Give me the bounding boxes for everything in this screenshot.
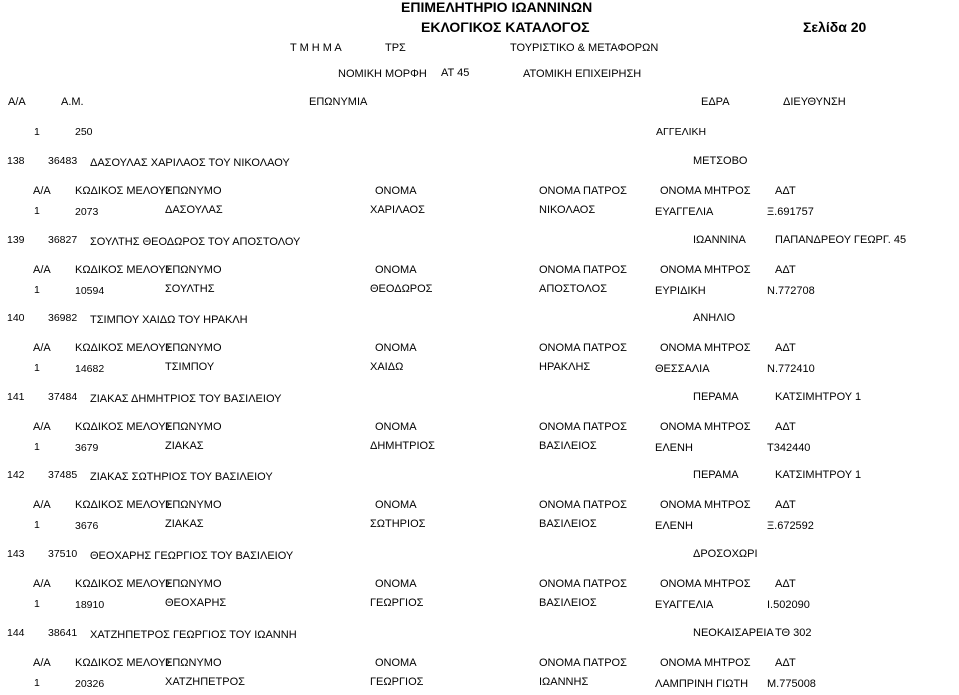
sub-header-code: ΚΩΔΙΚΟΣ ΜΕΛΟΥΣ [75, 499, 173, 511]
organization-title: ΕΠΙΜΕΛΗΤΗΡΙΟ ΙΩΑΝΝΙΝΩΝ [401, 0, 593, 15]
member-surname: ΖΙΑΚΑΣ [165, 518, 204, 530]
sub-header-code: ΚΩΔΙΚΟΣ ΜΕΛΟΥΣ [75, 657, 173, 669]
member-code: 10594 [75, 285, 105, 297]
business-name: ΤΣΙΜΠΟΥ ΧΑΙΔΩ ΤΟΥ ΗΡΑΚΛΗ [90, 314, 248, 326]
legal-form-label: ΝΟΜΙΚΗ ΜΟΡΦΗ [338, 68, 427, 80]
sub-header-surname: ΕΠΩΝΥΜΟ [165, 578, 222, 590]
member-id-number: Ν.772410 [767, 363, 815, 375]
member-code: 3679 [75, 442, 99, 454]
section-code: ΤΡΣ [385, 42, 406, 54]
sub-header-code: ΚΩΔΙΚΟΣ ΜΕΛΟΥΣ [75, 421, 173, 433]
member-mother-name: ΕΥΑΓΓΕΛΙΑ [655, 599, 714, 611]
member-code: 20326 [75, 678, 105, 690]
business-name: ΖΙΑΚΑΣ ΔΗΜΗΤΡΙΟΣ ΤΟΥ ΒΑΣΙΛΕΙΟΥ [90, 393, 282, 405]
member-id-number: Ν.772708 [767, 285, 815, 297]
member-surname: ΧΑΤΖΗΠΕΤΡΟΣ [165, 676, 245, 688]
member-father-name: ΑΠΟΣΤΟΛΟΣ [539, 283, 607, 295]
member-father-name: ΒΑΣΙΛΕΙΟΣ [539, 518, 597, 530]
sub-header-father: ΟΝΟΜΑ ΠΑΤΡΟΣ [539, 657, 627, 669]
member-first-name: ΣΩΤΗΡΙΟΣ [370, 518, 426, 530]
member-first-name: ΧΑΙΔΩ [370, 361, 404, 373]
member-aa: 1 [34, 598, 40, 610]
sub-header-id: ΑΔΤ [775, 185, 796, 197]
page-number: Σελίδα 20 [803, 19, 867, 35]
sub-header-first: ΟΝΟΜΑ [375, 264, 417, 276]
member-first-name: ΓΕΩΡΓΙΟΣ [370, 597, 424, 609]
sub-header-first: ΟΝΟΜΑ [375, 578, 417, 590]
sub-header-code: ΚΩΔΙΚΟΣ ΜΕΛΟΥΣ [75, 342, 173, 354]
sub-header-mother: ΟΝΟΜΑ ΜΗΤΡΟΣ [660, 342, 751, 354]
business-seat: ΙΩΑΝΝΙΝΑ [693, 234, 746, 246]
business-address: ΚΑΤΣΙΜΗΤΡΟΥ 1 [775, 391, 862, 403]
member-am: 36827 [48, 234, 78, 246]
sub-header-surname: ΕΠΩΝΥΜΟ [165, 342, 222, 354]
sub-header-aa: Α/Α [33, 264, 51, 276]
business-seat: ΠΕΡΑΜΑ [693, 469, 739, 481]
member-aa: 1 [34, 677, 40, 689]
member-surname: ΖΙΑΚΑΣ [165, 440, 204, 452]
sub-header-aa: Α/Α [33, 342, 51, 354]
report-title: ΕΚΛΟΓΙΚΟΣ ΚΑΤΑΛΟΓΟΣ [421, 19, 590, 35]
sub-header-first: ΟΝΟΜΑ [375, 185, 417, 197]
member-code: 14682 [75, 363, 105, 375]
sub-header-first: ΟΝΟΜΑ [375, 342, 417, 354]
member-am: 36483 [48, 155, 78, 167]
carry-count: 250 [75, 126, 93, 138]
column-header-address: ΔΙΕΥΘΥΝΣΗ [783, 96, 846, 108]
sub-header-first: ΟΝΟΜΑ [375, 499, 417, 511]
column-header-am: Α.Μ. [61, 96, 84, 108]
sub-header-father: ΟΝΟΜΑ ΠΑΤΡΟΣ [539, 499, 627, 511]
member-aa: 1 [34, 519, 40, 531]
sub-header-code: ΚΩΔΙΚΟΣ ΜΕΛΟΥΣ [75, 185, 173, 197]
business-name: ΔΑΣΟΥΛΑΣ ΧΑΡΙΛΑΟΣ ΤΟΥ ΝΙΚΟΛΑΟΥ [90, 157, 290, 169]
section-label: Τ Μ Η Μ Α [290, 42, 342, 54]
member-am: 36982 [48, 312, 78, 324]
member-first-name: ΔΗΜΗΤΡΙΟΣ [370, 440, 435, 452]
sub-header-first: ΟΝΟΜΑ [375, 657, 417, 669]
member-mother-name: ΕΥΑΓΓΕΛΙΑ [655, 206, 714, 218]
member-mother-name: ΕΥΡΙΔΙΚΗ [655, 285, 706, 297]
member-father-name: ΒΑΣΙΛΕΙΟΣ [539, 597, 597, 609]
sub-header-first: ΟΝΟΜΑ [375, 421, 417, 433]
member-code: 18910 [75, 599, 105, 611]
member-surname: ΤΣΙΜΠΟΥ [165, 361, 215, 373]
carry-seat: ΑΓΓΕΛΙΚΗ [656, 126, 707, 138]
sub-header-surname: ΕΠΩΝΥΜΟ [165, 185, 222, 197]
business-seat: ΠΕΡΑΜΑ [693, 391, 739, 403]
member-id-number: Ι.502090 [767, 599, 810, 611]
column-header-seat: ΕΔΡΑ [701, 96, 730, 108]
business-name: ΘΕΟΧΑΡΗΣ ΓΕΩΡΓΙΟΣ ΤΟΥ ΒΑΣΙΛΕΙΟΥ [90, 550, 294, 562]
member-am: 38641 [48, 627, 78, 639]
sub-header-mother: ΟΝΟΜΑ ΜΗΤΡΟΣ [660, 421, 751, 433]
sub-header-id: ΑΔΤ [775, 342, 796, 354]
sub-header-aa: Α/Α [33, 657, 51, 669]
business-address: ΠΑΠΑΝΔΡΕΟΥ ΓΕΩΡΓ. 45 [775, 234, 907, 246]
record-number: 140 [7, 312, 25, 324]
member-code: 3676 [75, 520, 99, 532]
sub-header-aa: Α/Α [33, 421, 51, 433]
sub-header-id: ΑΔΤ [775, 578, 796, 590]
member-aa: 1 [34, 362, 40, 374]
record-number: 138 [7, 155, 25, 167]
member-id-number: Τ342440 [767, 442, 811, 454]
column-header-name: ΕΠΩΝΥΜΙΑ [309, 96, 368, 108]
sub-header-aa: Α/Α [33, 578, 51, 590]
member-surname: ΘΕΟΧΑΡΗΣ [165, 597, 227, 609]
member-am: 37510 [48, 548, 78, 560]
sub-header-code: ΚΩΔΙΚΟΣ ΜΕΛΟΥΣ [75, 578, 173, 590]
member-first-name: ΘΕΟΔΩΡΟΣ [370, 283, 433, 295]
record-number: 143 [7, 548, 25, 560]
member-first-name: ΓΕΩΡΓΙΟΣ [370, 676, 424, 688]
member-id-number: Μ.775008 [767, 678, 816, 690]
business-name: ΣΟΥΛΤΗΣ ΘΕΟΔΩΡΟΣ ΤΟΥ ΑΠΟΣΤΟΛΟΥ [90, 236, 301, 248]
member-aa: 1 [34, 284, 40, 296]
sub-header-aa: Α/Α [33, 185, 51, 197]
legal-form-name: ΑΤΟΜΙΚΗ ΕΠΙΧΕΙΡΗΣΗ [523, 68, 642, 80]
sub-header-mother: ΟΝΟΜΑ ΜΗΤΡΟΣ [660, 578, 751, 590]
sub-header-father: ΟΝΟΜΑ ΠΑΤΡΟΣ [539, 342, 627, 354]
business-address: ΤΘ 302 [775, 627, 812, 639]
sub-header-mother: ΟΝΟΜΑ ΜΗΤΡΟΣ [660, 657, 751, 669]
sub-header-father: ΟΝΟΜΑ ΠΑΤΡΟΣ [539, 421, 627, 433]
sub-header-id: ΑΔΤ [775, 499, 796, 511]
member-am: 37485 [48, 469, 78, 481]
section-name: ΤΟΥΡΙΣΤΙΚΟ & ΜΕΤΑΦΟΡΩΝ [510, 42, 659, 54]
record-number: 142 [7, 469, 25, 481]
sub-header-father: ΟΝΟΜΑ ΠΑΤΡΟΣ [539, 185, 627, 197]
sub-header-mother: ΟΝΟΜΑ ΜΗΤΡΟΣ [660, 264, 751, 276]
member-surname: ΣΟΥΛΤΗΣ [165, 283, 215, 295]
sub-header-surname: ΕΠΩΝΥΜΟ [165, 264, 222, 276]
business-address: ΚΑΤΣΙΜΗΤΡΟΥ 1 [775, 469, 862, 481]
legal-form-code: ΑΤ 45 [441, 67, 470, 79]
record-number: 144 [7, 627, 25, 639]
sub-header-surname: ΕΠΩΝΥΜΟ [165, 657, 222, 669]
sub-header-mother: ΟΝΟΜΑ ΜΗΤΡΟΣ [660, 499, 751, 511]
member-aa: 1 [34, 441, 40, 453]
sub-header-aa: Α/Α [33, 499, 51, 511]
member-first-name: ΧΑΡΙΛΑΟΣ [370, 204, 425, 216]
record-number: 139 [7, 234, 25, 246]
member-mother-name: ΘΕΣΣΑΛΙΑ [655, 363, 710, 375]
sub-header-father: ΟΝΟΜΑ ΠΑΤΡΟΣ [539, 578, 627, 590]
member-am: 37484 [48, 391, 78, 403]
member-id-number: Ξ.691757 [767, 206, 814, 218]
member-father-name: ΙΩΑΝΝΗΣ [539, 676, 589, 688]
business-seat: ΑΝΗΛΙΟ [693, 312, 736, 324]
record-number: 141 [7, 391, 25, 403]
sub-header-id: ΑΔΤ [775, 421, 796, 433]
carry-aa: 1 [34, 126, 40, 138]
member-surname: ΔΑΣΟΥΛΑΣ [165, 204, 223, 216]
sub-header-id: ΑΔΤ [775, 657, 796, 669]
sub-header-mother: ΟΝΟΜΑ ΜΗΤΡΟΣ [660, 185, 751, 197]
sub-header-code: ΚΩΔΙΚΟΣ ΜΕΛΟΥΣ [75, 264, 173, 276]
sub-header-id: ΑΔΤ [775, 264, 796, 276]
member-id-number: Ξ.672592 [767, 520, 814, 532]
sub-header-surname: ΕΠΩΝΥΜΟ [165, 499, 222, 511]
member-father-name: ΝΙΚΟΛΑΟΣ [539, 204, 596, 216]
business-seat: ΔΡΟΣΟΧΩΡΙ [693, 548, 758, 560]
member-father-name: ΗΡΑΚΛΗΣ [539, 361, 591, 373]
member-aa: 1 [34, 205, 40, 217]
member-mother-name: ΛΑΜΠΡΙΝΗ ΓΙΩΤΗ [655, 678, 749, 690]
business-name: ΖΙΑΚΑΣ ΣΩΤΗΡΙΟΣ ΤΟΥ ΒΑΣΙΛΕΙΟΥ [90, 471, 273, 483]
business-name: ΧΑΤΖΗΠΕΤΡΟΣ ΓΕΩΡΓΙΟΣ ΤΟΥ ΙΩΑΝΝΗ [90, 629, 297, 641]
sub-header-father: ΟΝΟΜΑ ΠΑΤΡΟΣ [539, 264, 627, 276]
business-seat: ΜΕΤΣΟΒΟ [693, 155, 748, 167]
member-mother-name: ΕΛΕΝΗ [655, 442, 693, 454]
member-code: 2073 [75, 206, 99, 218]
member-mother-name: ΕΛΕΝΗ [655, 520, 693, 532]
column-header-aa: Α/Α [8, 96, 26, 108]
member-father-name: ΒΑΣΙΛΕΙΟΣ [539, 440, 597, 452]
sub-header-surname: ΕΠΩΝΥΜΟ [165, 421, 222, 433]
business-seat: ΝΕΟΚΑΙΣΑΡΕΙΑ [693, 627, 774, 639]
